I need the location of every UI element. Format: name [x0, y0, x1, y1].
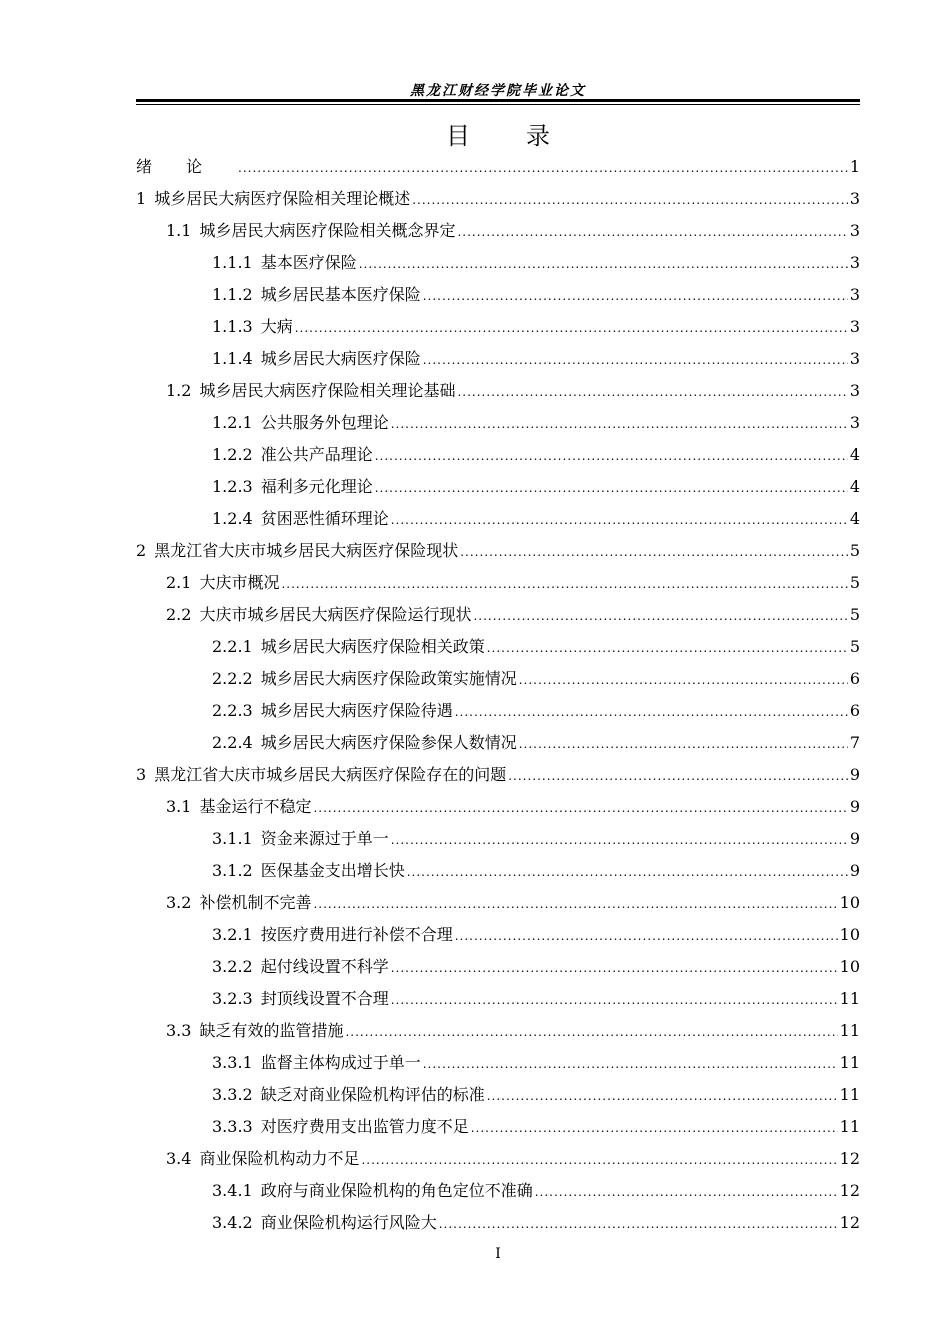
toc-dot-leader [455, 920, 838, 952]
toc-entry-title: 城乡居民大病医疗保险政策实施情况 [260, 669, 517, 688]
toc-entry[interactable] [136, 1015, 860, 1047]
toc-entry-number: 3.1.2 [212, 861, 253, 880]
toc-entry-title: 黑龙江省大庆市城乡居民大病医疗保险现状 [154, 541, 459, 560]
toc-entry-title: 商业保险机构动力不足 [199, 1149, 360, 1168]
table-of-contents [136, 151, 860, 1239]
toc-entry[interactable] [136, 663, 860, 695]
toc-entry[interactable] [136, 1207, 860, 1239]
toc-dot-leader [359, 248, 848, 280]
toc-entry-number: 1.1.1 [212, 253, 253, 272]
toc-entry[interactable] [136, 887, 860, 919]
toc-entry-title: 准公共产品理论 [260, 445, 373, 464]
toc-entry[interactable] [136, 247, 860, 279]
toc-entry-title: 大庆市城乡居民大病医疗保险运行现状 [199, 605, 472, 624]
toc-entry[interactable] [136, 311, 860, 343]
toc-dot-leader [407, 856, 848, 888]
toc-dot-leader [487, 632, 848, 664]
toc-entry-page: 3 [849, 413, 860, 432]
toc-dot-leader [295, 312, 848, 344]
toc-entry-title: 医保基金支出增长快 [260, 861, 405, 880]
toc-entry-number: 3.4 [166, 1149, 192, 1168]
toc-entry-page: 4 [849, 445, 860, 464]
toc-entry-page: 1 [849, 157, 860, 176]
toc-entry-title: 按医疗费用进行补偿不合理 [260, 925, 453, 944]
toc-entry-page: 12 [839, 1149, 860, 1168]
header-rule-thin [136, 104, 860, 105]
toc-entry-title: 公共服务外包理论 [260, 413, 389, 432]
toc-entry-page: 5 [849, 637, 860, 656]
toc-entry-title: 大病 [260, 317, 293, 336]
toc-entry-number: 1.2 [166, 381, 192, 400]
toc-entry[interactable] [136, 695, 860, 727]
toc-entry-number: 1 [136, 189, 147, 208]
toc-entry[interactable] [136, 1143, 860, 1175]
toc-entry-title: 对医疗费用支出监管力度不足 [260, 1117, 469, 1136]
toc-entry-title: 福利多元化理论 [260, 477, 373, 496]
toc-entry[interactable] [136, 1079, 860, 1111]
toc-entry-number: 3.2.1 [212, 925, 253, 944]
toc-entry-number: 3.1.1 [212, 829, 253, 848]
toc-entry[interactable] [136, 855, 860, 887]
toc-entry-number: 2 [136, 541, 147, 560]
toc-entry[interactable] [136, 567, 860, 599]
toc-entry-page: 12 [839, 1213, 860, 1232]
toc-dot-leader [460, 536, 848, 568]
toc-entry-page: 11 [839, 1021, 860, 1040]
toc-entry-number: 3.1 [166, 797, 192, 816]
toc-entry-page: 5 [849, 573, 860, 592]
toc-entry-number: 2.2 [166, 605, 192, 624]
toc-entry-number: 1.1 [166, 221, 192, 240]
toc-entry-title: 资金来源过于单一 [260, 829, 389, 848]
toc-entry[interactable] [136, 919, 860, 951]
toc-entry[interactable] [136, 791, 860, 823]
toc-entry[interactable] [136, 151, 860, 183]
toc-dot-leader [519, 664, 848, 696]
toc-entry-number: 3.3.2 [212, 1085, 253, 1104]
toc-entry-number: 3.4.1 [212, 1181, 253, 1200]
toc-dot-leader [361, 1144, 837, 1176]
toc-entry-number: 3.2 [166, 893, 192, 912]
toc-entry-number: 1.1.2 [212, 285, 253, 304]
toc-dot-leader [313, 888, 837, 920]
toc-entry-number: 3.3 [166, 1021, 192, 1040]
toc-entry-title: 贫困恶性循环理论 [260, 509, 389, 528]
toc-entry[interactable] [136, 503, 860, 535]
toc-entry[interactable] [136, 279, 860, 311]
toc-entry-page: 5 [849, 605, 860, 624]
toc-entry-page: 11 [839, 1117, 860, 1136]
toc-entry-title: 城乡居民基本医疗保险 [260, 285, 421, 304]
toc-dot-leader [439, 1208, 838, 1240]
toc-entry[interactable] [136, 1047, 860, 1079]
toc-dot-leader [412, 184, 848, 216]
toc-dot-leader [471, 1112, 838, 1144]
toc-entry-page: 4 [849, 509, 860, 528]
toc-entry[interactable] [136, 375, 860, 407]
toc-entry-title: 政府与商业保险机构的角色定位不准确 [260, 1181, 533, 1200]
toc-dot-leader [519, 728, 848, 760]
toc-dot-leader [391, 952, 838, 984]
toc-dot-leader [423, 344, 848, 376]
toc-dot-leader [238, 152, 848, 184]
toc-entry-page: 9 [849, 829, 860, 848]
toc-entry-title: 城乡居民大病医疗保险参保人数情况 [260, 733, 517, 752]
toc-entry-title: 城乡居民大病医疗保险 [260, 349, 421, 368]
toc-entry-page: 10 [839, 925, 860, 944]
toc-entry-number: 2.2.1 [212, 637, 253, 656]
toc-entry[interactable] [136, 983, 860, 1015]
toc-entry-title: 城乡居民大病医疗保险相关理论概述 [154, 189, 411, 208]
toc-entry[interactable] [136, 1111, 860, 1143]
toc-entry-title: 城乡居民大病医疗保险相关理论基础 [199, 381, 456, 400]
toc-heading-char-2: 录 [526, 122, 550, 150]
toc-dot-leader [473, 600, 847, 632]
toc-entry[interactable] [136, 727, 860, 759]
toc-entry-page: 6 [849, 669, 860, 688]
toc-entry-number: 3 [136, 765, 147, 784]
toc-dot-leader [423, 1048, 838, 1080]
toc-entry[interactable] [136, 215, 860, 247]
toc-entry-page: 10 [839, 893, 860, 912]
toc-dot-leader [313, 792, 847, 824]
toc-entry-title: 缺乏有效的监管措施 [199, 1021, 344, 1040]
toc-entry-title: 黑龙江省大庆市城乡居民大病医疗保险存在的问题 [154, 765, 507, 784]
toc-entry-title: 大庆市概况 [199, 573, 280, 592]
toc-entry-title: 基本医疗保险 [260, 253, 357, 272]
toc-entry[interactable] [136, 951, 860, 983]
toc-entry-number: 1.2.4 [212, 509, 253, 528]
toc-entry-number: 3.2.3 [212, 989, 253, 1008]
toc-entry-title: 封顶线设置不合理 [260, 989, 389, 1008]
toc-entry-page: 3 [849, 381, 860, 400]
toc-entry-number: 2.2.2 [212, 669, 253, 688]
toc-dot-leader [391, 984, 838, 1016]
toc-entry[interactable] [136, 823, 860, 855]
toc-entry-number: 2.2.3 [212, 701, 253, 720]
toc-entry-page: 5 [849, 541, 860, 560]
toc-dot-leader [375, 472, 848, 504]
toc-entry-page: 3 [849, 285, 860, 304]
toc-entry-title: 起付线设置不科学 [260, 957, 389, 976]
toc-entry-number: 1.1.3 [212, 317, 253, 336]
toc-heading [136, 116, 860, 151]
toc-entry-number: 3.3.3 [212, 1117, 253, 1136]
toc-entry-title: 商业保险机构运行风险大 [260, 1213, 437, 1232]
toc-entry-title: 城乡居民大病医疗保险待遇 [260, 701, 453, 720]
toc-dot-leader [391, 408, 848, 440]
toc-entry-number: 3.3.1 [212, 1053, 253, 1072]
toc-entry-page: 3 [849, 349, 860, 368]
toc-entry-title: 缺乏对商业保险机构评估的标准 [260, 1085, 485, 1104]
toc-entry[interactable] [136, 759, 860, 791]
toc-entry[interactable] [136, 183, 860, 215]
toc-entry[interactable] [136, 439, 860, 471]
toc-dot-leader [508, 760, 848, 792]
toc-entry-number: 2.1 [166, 573, 192, 592]
toc-dot-leader [391, 824, 848, 856]
toc-entry-page: 3 [849, 253, 860, 272]
toc-entry-page: 11 [839, 989, 860, 1008]
toc-entry-number: 2.2.4 [212, 733, 253, 752]
toc-entry[interactable] [136, 631, 860, 663]
toc-entry-number: 1.1.4 [212, 349, 253, 368]
toc-dot-leader [423, 280, 848, 312]
toc-entry-page: 9 [849, 797, 860, 816]
toc-entry[interactable] [136, 471, 860, 503]
toc-dot-leader [455, 696, 848, 728]
toc-entry-title: 补偿机制不完善 [199, 893, 312, 912]
toc-entry[interactable] [136, 535, 860, 567]
toc-entry-number: 3.4.2 [212, 1213, 253, 1232]
toc-dot-leader [391, 504, 848, 536]
toc-dot-leader [375, 440, 848, 472]
toc-entry-title: 基金运行不稳定 [199, 797, 312, 816]
toc-entry-page: 3 [849, 221, 860, 240]
toc-entry-page: 9 [849, 765, 860, 784]
toc-entry-page: 12 [839, 1181, 860, 1200]
toc-entry-page: 11 [839, 1085, 860, 1104]
toc-entry-number: 1.2.2 [212, 445, 253, 464]
toc-dot-leader [457, 376, 847, 408]
toc-entry-page: 9 [849, 861, 860, 880]
toc-entry-page: 3 [849, 317, 860, 336]
toc-entry[interactable] [136, 599, 860, 631]
toc-entry-number: 3.2.2 [212, 957, 253, 976]
toc-dot-leader [535, 1176, 838, 1208]
header-rule-thick [136, 99, 860, 102]
toc-entry[interactable] [136, 1175, 860, 1207]
toc-entry-title: 城乡居民大病医疗保险相关概念界定 [199, 221, 456, 240]
toc-dot-leader [487, 1080, 838, 1112]
running-header: 黑龙江财经学院毕业论文 [410, 83, 586, 99]
toc-entry-title: 监督主体构成过于单一 [260, 1053, 421, 1072]
toc-entry-page: 10 [839, 957, 860, 976]
toc-dot-leader [281, 568, 847, 600]
toc-entry-number: 1.2.1 [212, 413, 253, 432]
toc-entry[interactable] [136, 343, 860, 375]
toc-entry-title: 城乡居民大病医疗保险相关政策 [260, 637, 485, 656]
toc-entry-page: 11 [839, 1053, 860, 1072]
toc-heading-char-1: 目 [446, 122, 470, 150]
toc-entry-title: 绪论 [136, 157, 237, 176]
toc-entry-page: 3 [849, 189, 860, 208]
page-number: I [495, 1246, 501, 1262]
toc-entry[interactable] [136, 407, 860, 439]
toc-entry-page: 4 [849, 477, 860, 496]
toc-entry-page: 6 [849, 701, 860, 720]
toc-entry-number: 1.2.3 [212, 477, 253, 496]
toc-entry-page: 7 [849, 733, 860, 752]
toc-dot-leader [345, 1016, 837, 1048]
toc-dot-leader [457, 216, 847, 248]
